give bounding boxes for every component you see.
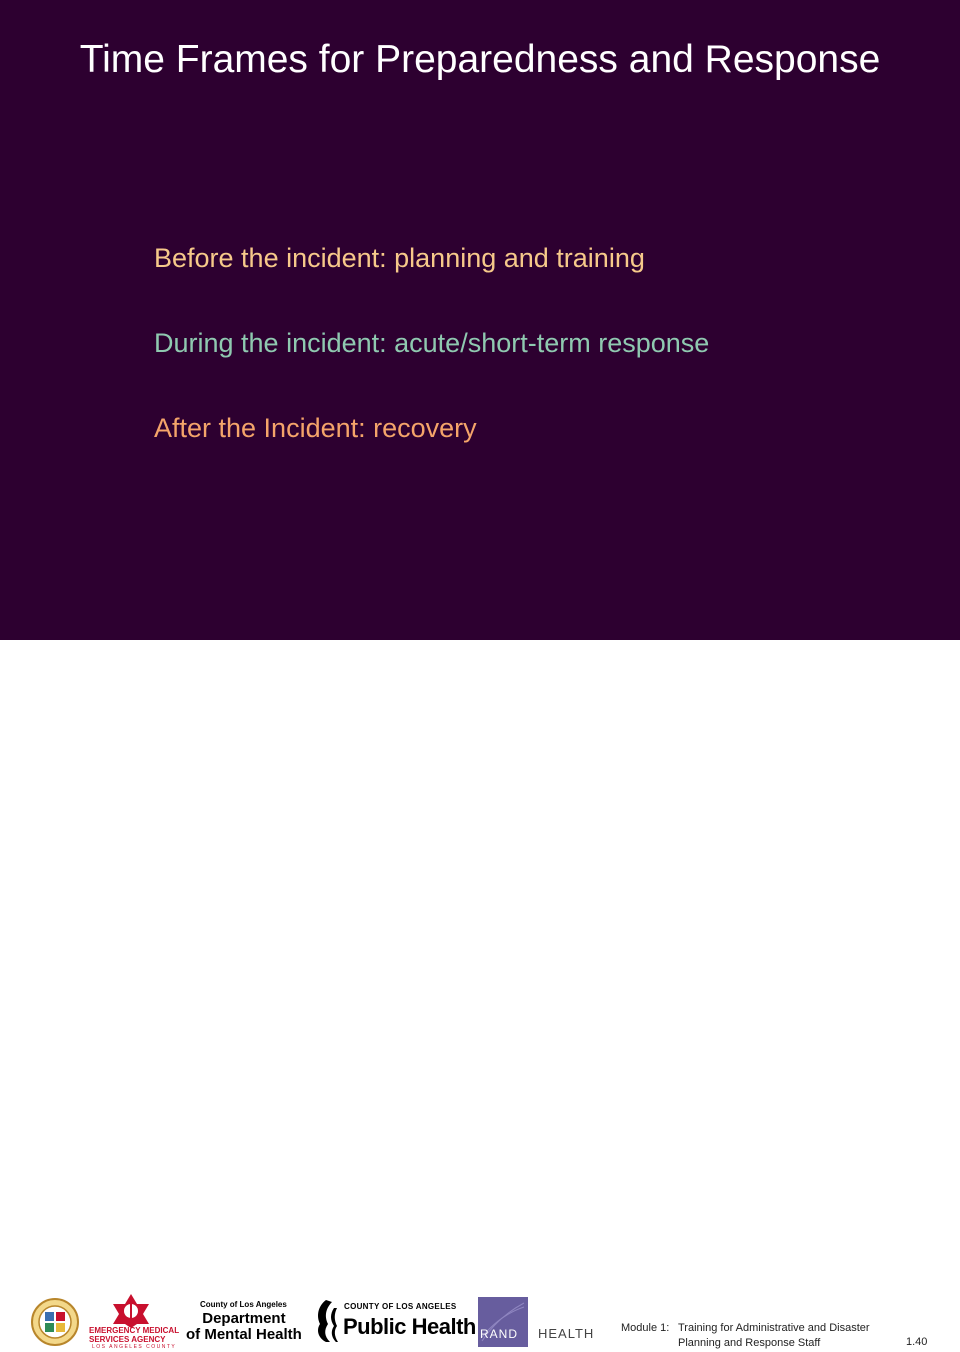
module-label: Module 1: (621, 1322, 670, 1334)
module-title-line2: Planning and Response Staff (678, 1337, 821, 1349)
dmh-line1: Department (202, 1310, 286, 1327)
bullet-list (154, 240, 709, 495)
public-health-county-text: COUNTY OF LOS ANGELES (344, 1302, 457, 1311)
slide-title: Time Frames for Preparedness and Response (79, 38, 881, 81)
ems-text-line1: EMERGENCY MEDICAL (89, 1326, 180, 1335)
bullet-during: During the incident: acute/short-term response (154, 328, 710, 358)
dmh-line2: of Mental Health (186, 1326, 302, 1343)
ems-text-line3: LOS ANGELES COUNTY (92, 1344, 177, 1350)
county-seal-logo (30, 1297, 80, 1347)
ems-text-line2: SERVICES AGENCY (89, 1335, 166, 1344)
slide (0, 0, 960, 640)
public-health-profile-icon (312, 1298, 340, 1344)
footer-bar (0, 640, 960, 1350)
bullet-after: After the Incident: recovery (154, 413, 477, 443)
rand-logo-text: RAND (480, 1327, 519, 1341)
health-logo-text: HEALTH (538, 1326, 595, 1341)
bullet-before: Before the incident: planning and training (154, 243, 645, 273)
dmh-county-text: County of Los Angeles (200, 1300, 287, 1309)
ems-star-logo (103, 1292, 159, 1328)
module-title-line1: Training for Administrative and Disaster (678, 1322, 870, 1334)
public-health-title: Public Health (343, 1314, 476, 1339)
dmh-title (186, 1311, 302, 1343)
page-number: 1.40 (906, 1336, 928, 1348)
